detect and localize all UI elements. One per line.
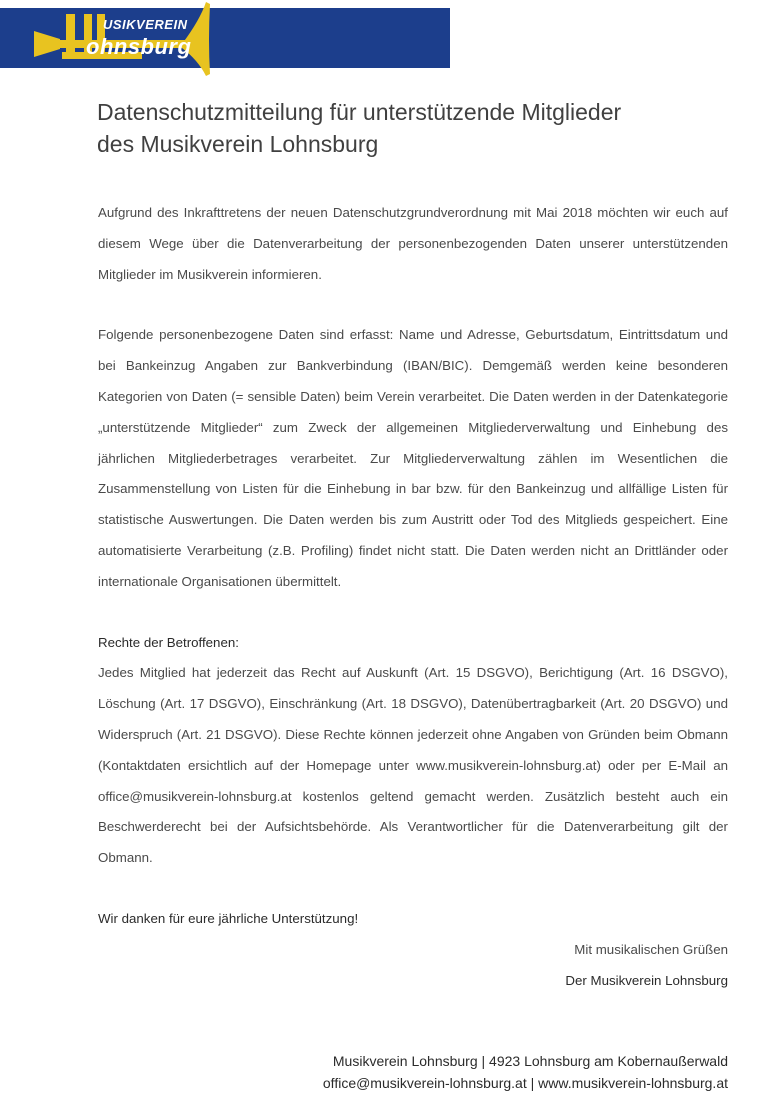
footer-website-link[interactable]: www.musikverein-lohnsburg.at — [538, 1075, 728, 1091]
rights-paragraph: Jedes Mitglied hat jederzeit das Recht auf Auskunft (Art. 15 DSGVO), Berichtigung (Art. 16 DSGVO), Löschung (Art. 17 DSGVO), Einschränkung (Art. 18 DSGVO), Datenübertragbarkeit (Art. 20 DSGVO) und Widerspruch (Art. 21 DSGVO). Diese Rechte können jederzeit ohne Angaben von Gründen beim Obmann (Kontaktdaten ersichtlich auf der Homepage unter www.musikverein-lohnsburg.at) oder per E-Mail an office@musikverein-lohnsburg.at kostenlos geltend gemacht werden. Zusätzlich besteht auch ein Beschwerderecht bei der Aufsichtsbehörde. Als Verantwortlicher für die Datenverarbeitung gilt der Obmann. — [98, 665, 728, 866]
logo-text-top: USIKVEREIN — [103, 17, 188, 32]
intro-paragraph: Aufgrund des Inkrafttretens der neuen Datenschutzgrundverordnung mit Mai 2018 möchten wir euch auf diesem Wege über die Datenverarbeitung der personenbezogenden Daten unserer unterstützenden Mitglieder im Musikverein informieren. — [98, 205, 728, 282]
footer-contact — [323, 1072, 728, 1094]
letter-body — [98, 198, 728, 996]
footer — [323, 1050, 728, 1094]
title-line-1: Datenschutzmitteilung für unterstützende Mitglieder — [97, 99, 622, 125]
trumpet-icon — [0, 0, 450, 76]
rights-heading: Rechte der Betroffenen: — [98, 634, 239, 650]
musikverein-logo — [0, 0, 450, 68]
footer-separator: | — [526, 1075, 539, 1091]
signature-line: Der Musikverein Lohnsburg — [565, 972, 728, 988]
footer-address: Musikverein Lohnsburg | 4923 Lohnsburg am Kobernaußerwald — [332, 1053, 728, 1069]
thanks-line: Wir danken für eure jährliche Unterstützung! — [98, 910, 359, 926]
logo-text-main: ohnsburg — [86, 34, 192, 59]
greeting-line: Mit musikalischen Grüßen — [574, 941, 728, 957]
page-title — [97, 96, 697, 160]
title-line-2: des Musikverein Lohnsburg — [97, 131, 379, 157]
footer-email-link[interactable]: office@musikverein-lohnsburg.at — [322, 1075, 527, 1091]
data-paragraph: Folgende personenbezogene Daten sind erfasst: Name und Adresse, Geburtsdatum, Eintrittsdatum und bei Bankeinzug Angaben zur Bankverbindung (IBAN/BIC). Demgemäß werden keine besonderen Kategorien von Daten (= sensible Daten) beim Verein verarbeitet. Die Daten werden in der Datenkategorie „unterstützende Mitglieder“ zum Zweck der allgemeinen Mitgliederverwaltung und Einhebung des jährlichen Mitgliederbetrages verarbeitet. Zur Mitgliederverwaltung zählen im Wesentlichen die Zusammenstellung von Listen für die Einhebung in bar bzw. für den Bankeinzug und allfällige Listen für statistische Auswertungen. Die Daten werden bis zum Austritt oder Tod des Mitglieds gespeichert. Eine automatisierte Verarbeitung (z.B. Profiling) findet nicht statt. Die Daten werden nicht an Drittländer oder internationale Organisationen übermittelt. — [98, 327, 728, 589]
